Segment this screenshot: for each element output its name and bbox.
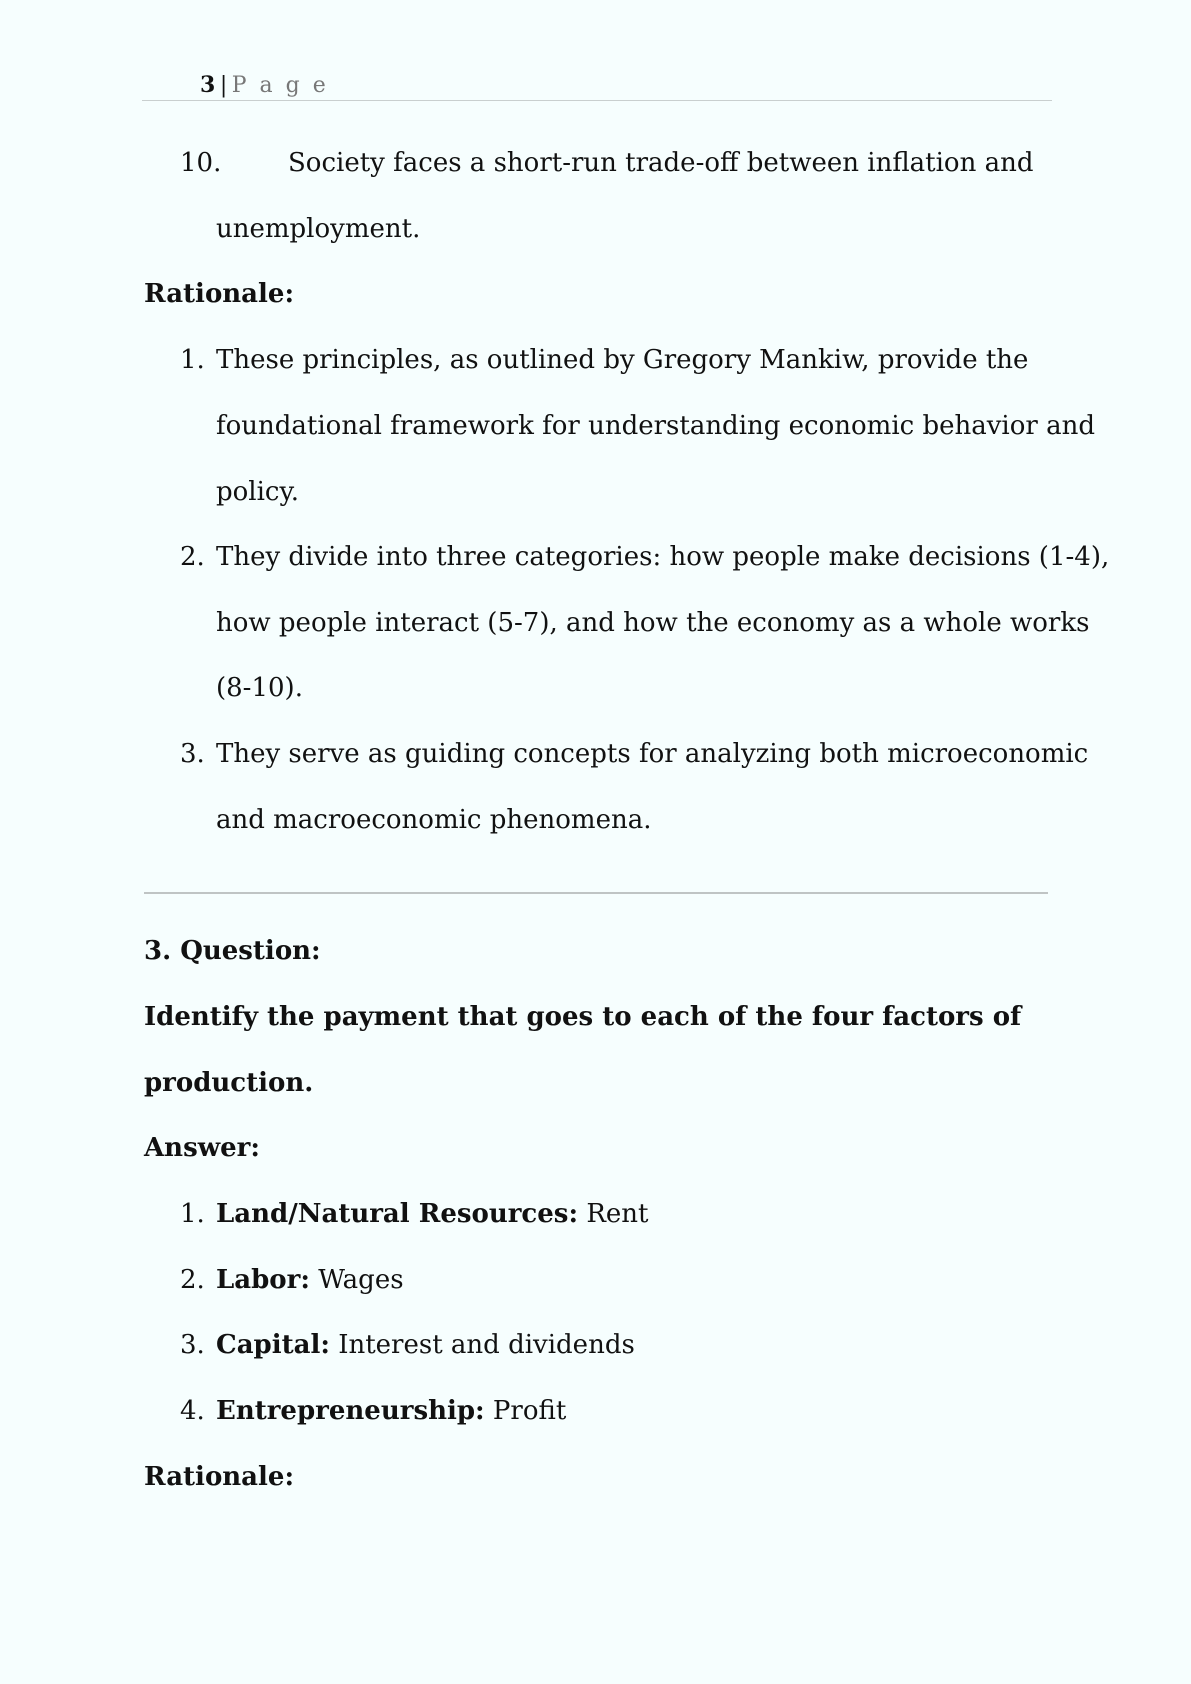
answer-term: Land/Natural Resources: xyxy=(216,1199,579,1229)
answer-item-number: 2. xyxy=(180,1265,205,1295)
rationale-item-line: and macroeconomic phenomena. xyxy=(216,805,652,835)
rationale-item-number: 3. xyxy=(180,739,205,769)
page-header xyxy=(200,72,329,98)
answer-payment: Wages xyxy=(318,1265,404,1295)
answer-item-number: 3. xyxy=(180,1330,205,1360)
section-divider xyxy=(144,892,1048,894)
page-number: 3 xyxy=(200,72,216,98)
rationale-item-line: These principles, as outlined by Gregory Mankiw, provide the xyxy=(216,345,1029,375)
rationale-item-line: (8-10). xyxy=(216,673,303,703)
rationale-heading: Rationale: xyxy=(144,279,295,309)
item-10-line-2: unemployment. xyxy=(216,214,421,244)
page-separator: | xyxy=(219,73,228,98)
question-prompt-line-2: production. xyxy=(144,1068,314,1098)
rationale-item-line: They serve as guiding concepts for analyzing both microeconomic xyxy=(216,739,1089,769)
rationale-item-line: foundational framework for understanding economic behavior and xyxy=(216,411,1095,441)
answer-term: Capital: xyxy=(216,1330,330,1360)
rationale-item-line: policy. xyxy=(216,477,299,507)
answer-payment: Interest and dividends xyxy=(338,1330,635,1360)
answer-item xyxy=(216,1328,635,1362)
answer-item-number: 4. xyxy=(180,1396,205,1426)
answer-item xyxy=(216,1263,404,1297)
answer-payment: Rent xyxy=(586,1199,649,1229)
answer-heading: Answer: xyxy=(144,1133,260,1163)
item-10-number: 10. xyxy=(180,148,222,178)
item-10-line-1: Society faces a short-run trade-off between inflation and xyxy=(288,148,1034,178)
page-label: P a g e xyxy=(231,73,329,98)
rationale-item-line: They divide into three categories: how people make decisions (1-4), xyxy=(216,542,1110,572)
rationale-heading-2: Rationale: xyxy=(144,1462,295,1492)
rationale-item-number: 1. xyxy=(180,345,205,375)
answer-item-number: 1. xyxy=(180,1199,205,1229)
question-heading: 3. Question: xyxy=(144,936,321,966)
rationale-item-number: 2. xyxy=(180,542,205,572)
answer-item xyxy=(216,1394,566,1428)
rationale-item-line: how people interact (5-7), and how the economy as a whole works xyxy=(216,608,1090,638)
question-prompt-line-1: Identify the payment that goes to each of the four factors of xyxy=(144,1002,1022,1032)
answer-term: Labor: xyxy=(216,1265,310,1295)
answer-item xyxy=(216,1197,648,1231)
header-rule xyxy=(142,100,1052,101)
answer-payment: Profit xyxy=(492,1396,567,1426)
answer-term: Entrepreneurship: xyxy=(216,1396,485,1426)
